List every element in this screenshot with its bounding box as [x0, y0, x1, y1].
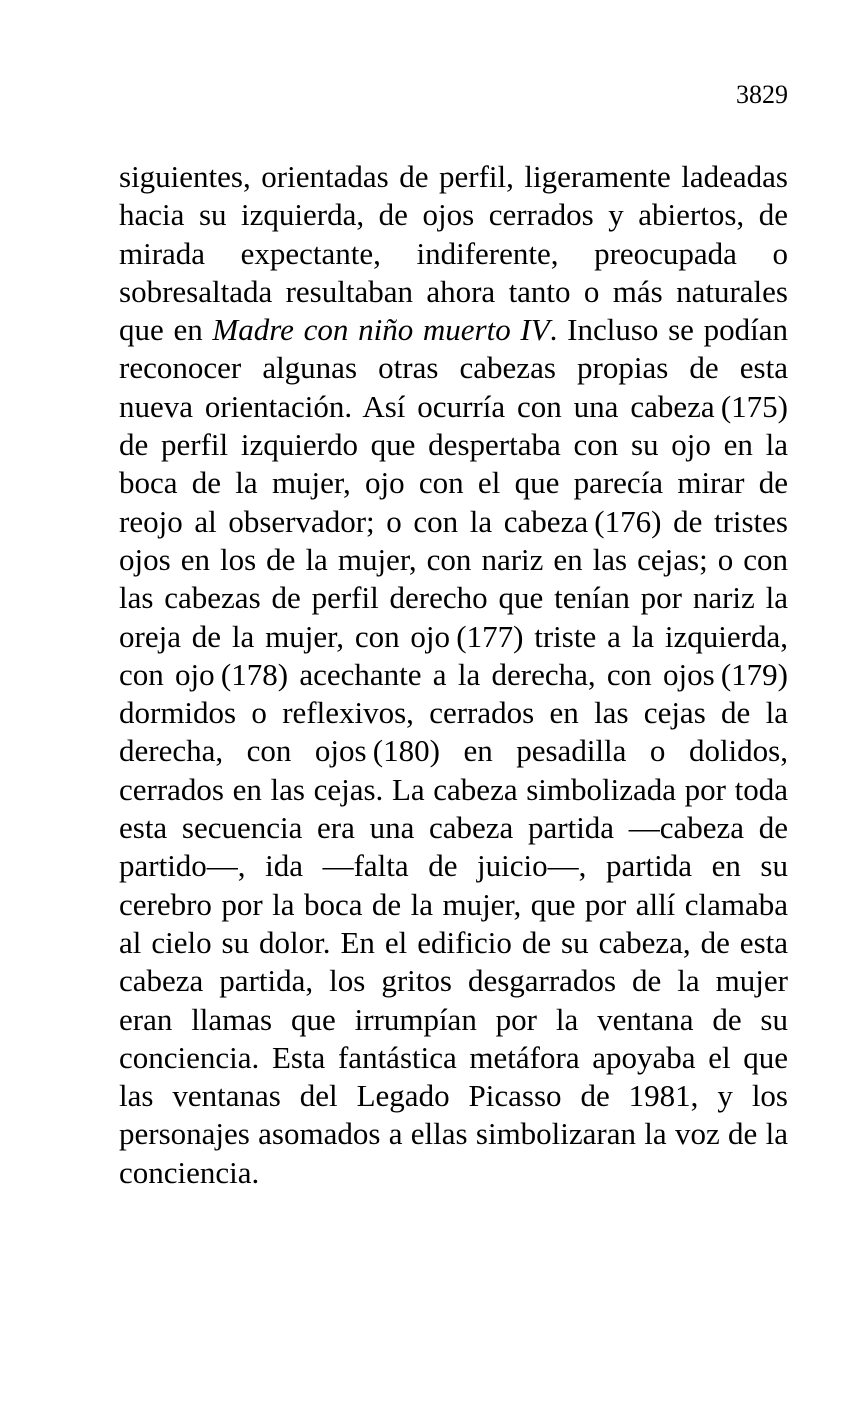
artwork-title: Madre con niño muerto IV	[212, 312, 550, 348]
paragraph-text-end: . Incluso se podían reconocer algunas otras cabezas propias de esta nueva orientación. Así ocurría con una cabeza (175) de perfil izquierdo que despertaba con su ojo en la boca de la mujer, ojo con el que parecía mirar de reojo al observador; o con la cabeza (176) de tristes ojos en los de la mujer, con nariz en las cejas; o con las cabezas de perfil derecho que tenían por nariz la oreja de la mujer, con ojo (177) triste a la izquierda, con ojo (178) acechante a la derecha, con ojos (179) dormidos o reflexivos, cerrados en las cejas de la derecha, con ojos (180) en pesadilla o dolidos, cerrados en las cejas. La cabeza simbolizada por toda esta secuencia era una cabeza partida —cabeza de partido—, ida —falta de juicio—, partida en su cerebro por la boca de la mujer, que por allí clamaba al cielo su dolor. En el edificio de su cabeza, de esta cabeza partida, los gritos desgarrados de la mujer eran llamas que irrumpían por la ventana de su conciencia. Esta fantástica metáfora apoyaba el que las ventanas del Legado Picasso de 1981, y los personajes asomados a ellas simbolizaran la voz de la conciencia.	[119, 312, 788, 1190]
paragraph	[119, 158, 788, 1192]
paragraph-text-start: siguientes, orientadas de perfil, ligeramente ladeadas hacia su izquierda, de ojos cerrados y abiertos, de mirada expectante, indiferente, preocupada o sobresaltada resultaban ahora tanto o más naturales que en	[119, 159, 788, 348]
body-text	[119, 158, 788, 1192]
page-number: 3829	[736, 80, 788, 109]
